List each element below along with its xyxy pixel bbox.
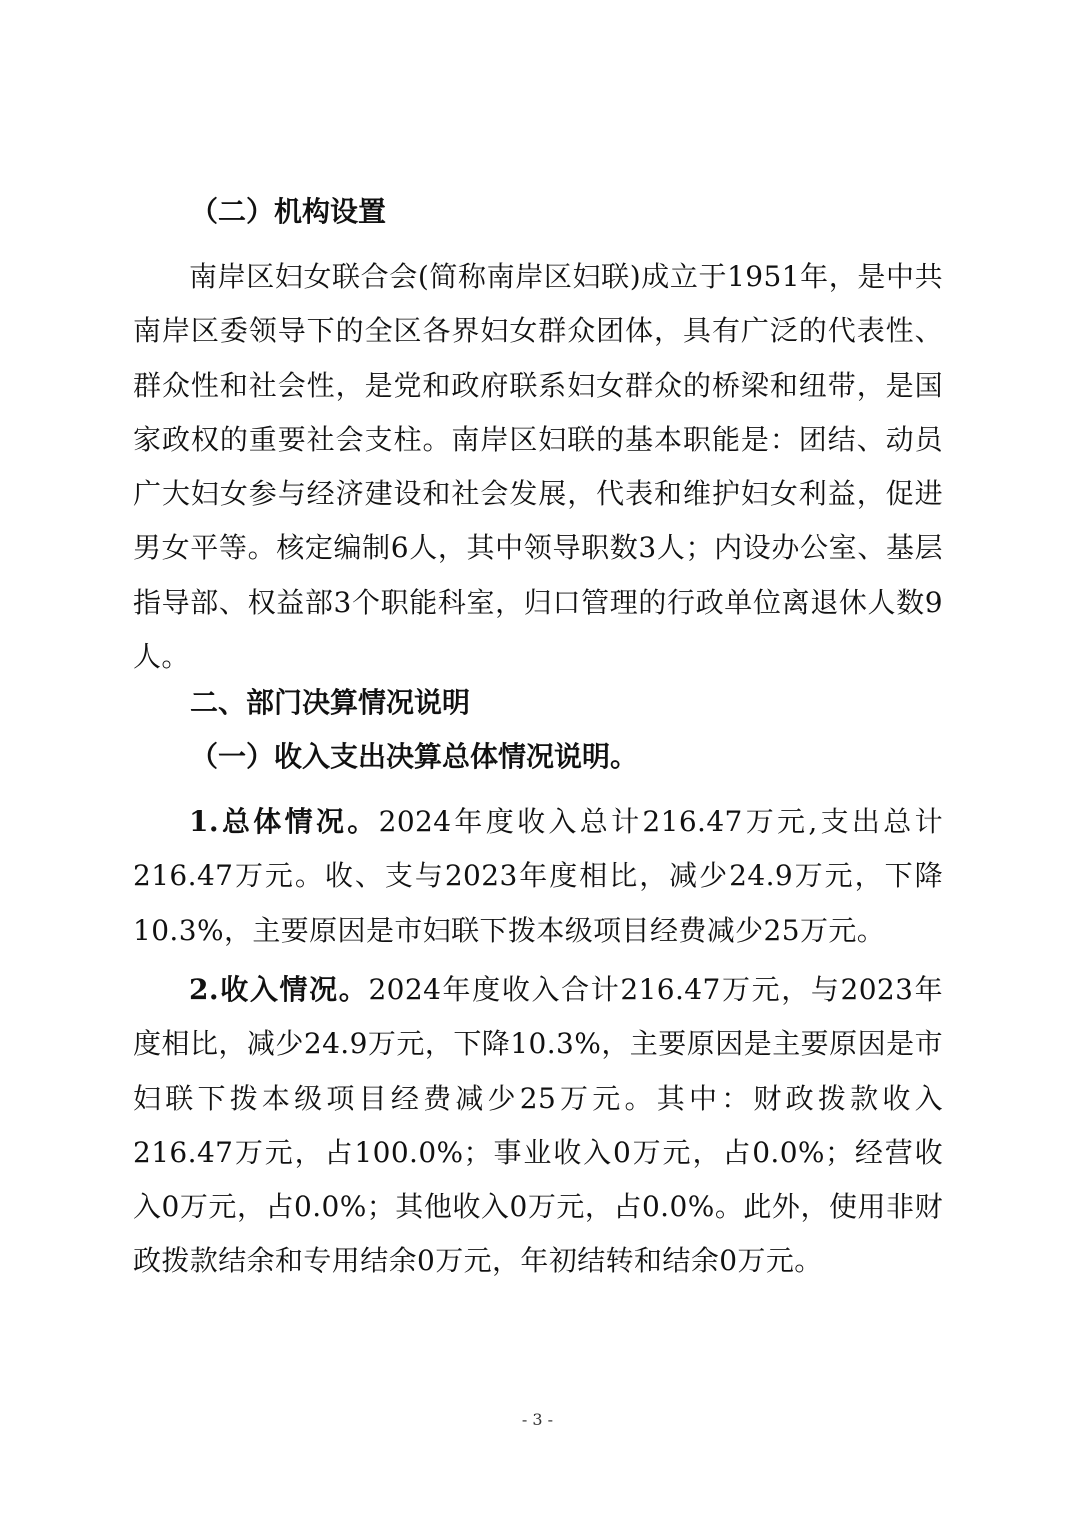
paragraph-lead-income: 2.收入情况。: [189, 973, 369, 1006]
paragraph-body-income: 2024年度收入合计216.47万元，与2023年度相比，减少24.9万元，下降10.3%，主要原因是主要原因是市妇联下拨本级项目经费减少25万元。其中：财政拨款收入216.47万元，占100.0%；事业收入0万元，占0.0%；经营收入0万元，占0.0%；其他收入0万元，占0.0%。此外，使用非财政拨款结余和专用结余0万元，年初结转和结余0万元。: [133, 973, 944, 1278]
paragraph-overall-situation: [133, 795, 943, 958]
page-number: - 3 -: [521, 1410, 554, 1429]
subheading-income-expense: （一）收入支出决算总体情况说明。: [190, 740, 639, 773]
paragraph-lead-overall: 1.总体情况。: [189, 805, 379, 838]
paragraph-body-overall: 2024年度收入总计216.47万元,支出总计216.47万元。收、支与2023年度相比，减少24.9万元，下降10.3%，主要原因是市妇联下拨本级项目经费减少25万元。: [133, 805, 943, 947]
section-heading-budget: 二、部门决算情况说明: [190, 686, 471, 719]
section-heading-org-structure: （二）机构设置: [190, 195, 387, 228]
paragraph-income-situation: [133, 963, 943, 1289]
paragraph-org-structure: 南岸区妇女联合会(简称南岸区妇联)成立于1951年，是中共南岸区委领导下的全区各界妇女群众团体，具有广泛的代表性、群众性和社会性，是党和政府联系妇女群众的桥梁和纽带，是国家政权的重要社会支柱。南岸区妇联的基本职能是：团结、动员广大妇女参与经济建设和社会发展，代表和维护妇女利益，促进男女平等。核定编制6人，其中领导职数3人；内设办公室、基层指导部、权益部3个职能科室，归口管理的行政单位离退休人数9人。: [133, 260, 943, 674]
